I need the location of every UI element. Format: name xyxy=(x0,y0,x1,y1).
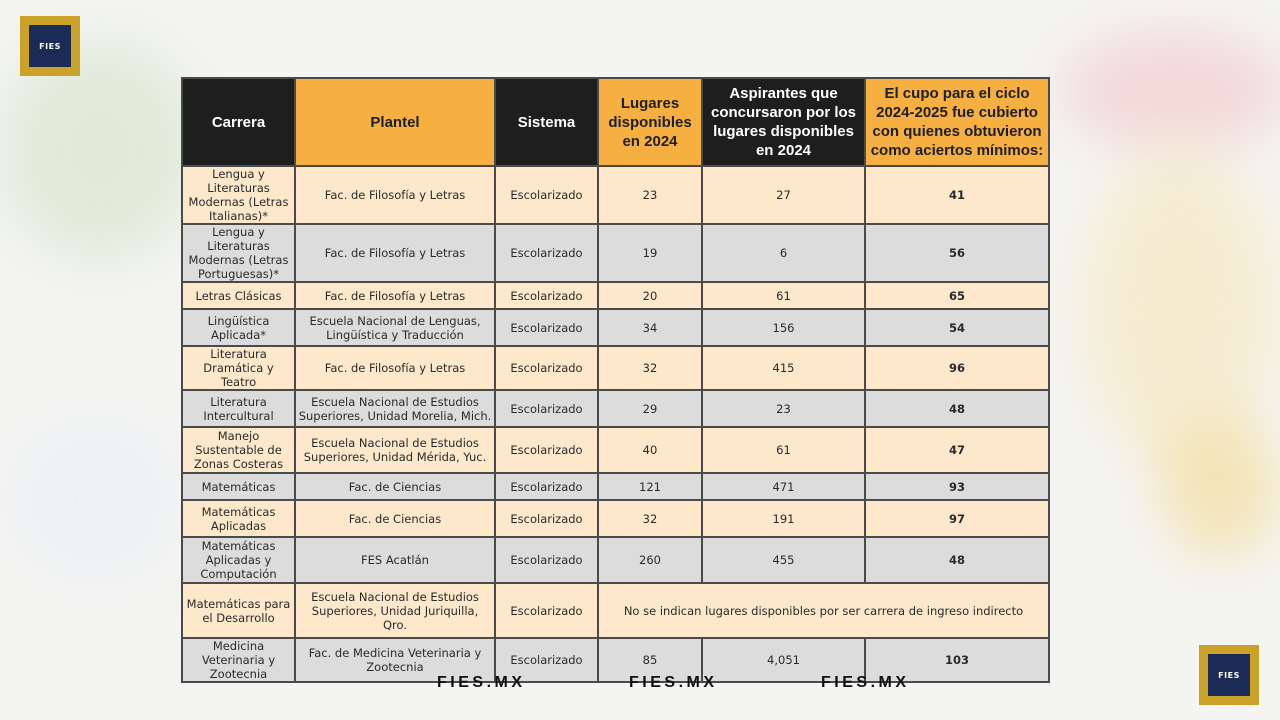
cell-carrera: Manejo Sustentable de Zonas Costeras xyxy=(182,427,295,473)
cell-sistema: Escolarizado xyxy=(495,224,598,282)
table-row xyxy=(182,346,1049,390)
table-row xyxy=(182,638,1049,682)
background-decoration xyxy=(1060,30,1280,150)
cell-plantel: Fac. de Medicina Veterinaria y Zootecnia xyxy=(295,638,495,682)
cell-aciertos: 48 xyxy=(865,537,1049,583)
fies-logo xyxy=(1199,645,1259,705)
cell-aciertos: 65 xyxy=(865,282,1049,309)
cell-lugares: 85 xyxy=(598,638,702,682)
table-row xyxy=(182,390,1049,427)
background-decoration xyxy=(10,420,180,580)
cell-plantel: Fac. de Filosofía y Letras xyxy=(295,282,495,309)
cell-aspirantes: 61 xyxy=(702,427,865,473)
footer-watermark: FIES.MX xyxy=(437,674,526,691)
cell-carrera: Matemáticas Aplicadas xyxy=(182,500,295,537)
table-header-row xyxy=(182,78,1049,166)
cell-aspirantes: 6 xyxy=(702,224,865,282)
cell-aciertos: 97 xyxy=(865,500,1049,537)
cell-lugares: 34 xyxy=(598,309,702,346)
cell-sistema: Escolarizado xyxy=(495,537,598,583)
cell-sistema: Escolarizado xyxy=(495,500,598,537)
cell-indirect-entry-note: No se indican lugares disponibles por ser carrera de ingreso indirecto xyxy=(598,583,1049,638)
cell-aciertos: 96 xyxy=(865,346,1049,390)
cell-plantel: Escuela Nacional de Estudios Superiores, Unidad Mérida, Yuc. xyxy=(295,427,495,473)
cell-plantel: Fac. de Filosofía y Letras xyxy=(295,166,495,224)
cell-aciertos: 47 xyxy=(865,427,1049,473)
cell-lugares: 32 xyxy=(598,346,702,390)
cell-carrera: Literatura Intercultural xyxy=(182,390,295,427)
cell-lugares: 23 xyxy=(598,166,702,224)
cell-aspirantes: 27 xyxy=(702,166,865,224)
cell-lugares: 121 xyxy=(598,473,702,500)
cell-carrera: Matemáticas para el Desarrollo xyxy=(182,583,295,638)
header-aciertos: El cupo para el ciclo 2024-2025 fue cubierto con quienes obtuvieron como aciertos mínimos: xyxy=(865,78,1049,166)
table-row xyxy=(182,537,1049,583)
table-row xyxy=(182,166,1049,224)
background-decoration xyxy=(1080,150,1280,470)
fies-logo xyxy=(20,16,80,76)
cell-plantel: Fac. de Filosofía y Letras xyxy=(295,346,495,390)
cell-aspirantes: 156 xyxy=(702,309,865,346)
cell-lugares: 29 xyxy=(598,390,702,427)
cell-aciertos: 56 xyxy=(865,224,1049,282)
cell-plantel: Escuela Nacional de Lenguas, Lingüística y Traducción xyxy=(295,309,495,346)
cell-carrera: Matemáticas Aplicadas y Computación xyxy=(182,537,295,583)
cell-carrera: Literatura Dramática y Teatro xyxy=(182,346,295,390)
cell-sistema: Escolarizado xyxy=(495,638,598,682)
cell-sistema: Escolarizado xyxy=(495,473,598,500)
table-row xyxy=(182,427,1049,473)
cell-carrera: Letras Clásicas xyxy=(182,282,295,309)
cell-carrera: Lengua y Literaturas Modernas (Letras Portuguesas)* xyxy=(182,224,295,282)
fies-logo-text: FIES xyxy=(29,25,71,67)
footer-watermark: FIES.MX xyxy=(629,674,718,691)
table-row xyxy=(182,224,1049,282)
cell-sistema: Escolarizado xyxy=(495,166,598,224)
cell-lugares: 40 xyxy=(598,427,702,473)
cell-lugares: 260 xyxy=(598,537,702,583)
cell-carrera: Medicina Veterinaria y Zootecnia xyxy=(182,638,295,682)
cell-carrera: Lengua y Literaturas Modernas (Letras Italianas)* xyxy=(182,166,295,224)
table-row xyxy=(182,500,1049,537)
cell-plantel: Fac. de Ciencias xyxy=(295,473,495,500)
cell-aciertos: 54 xyxy=(865,309,1049,346)
cell-aspirantes: 4,051 xyxy=(702,638,865,682)
cell-aspirantes: 61 xyxy=(702,282,865,309)
background-decoration xyxy=(1160,420,1280,560)
table-row xyxy=(182,282,1049,309)
cell-aciertos: 93 xyxy=(865,473,1049,500)
cell-aspirantes: 23 xyxy=(702,390,865,427)
cell-lugares: 32 xyxy=(598,500,702,537)
cell-sistema: Escolarizado xyxy=(495,282,598,309)
cell-plantel: Escuela Nacional de Estudios Superiores, Unidad Juriquilla, Qro. xyxy=(295,583,495,638)
cell-lugares: 20 xyxy=(598,282,702,309)
cell-aspirantes: 191 xyxy=(702,500,865,537)
footer-watermark: FIES.MX xyxy=(821,674,910,691)
cell-lugares: 19 xyxy=(598,224,702,282)
cell-aspirantes: 415 xyxy=(702,346,865,390)
cell-aciertos: 103 xyxy=(865,638,1049,682)
table-row xyxy=(182,583,1049,638)
cell-sistema: Escolarizado xyxy=(495,427,598,473)
cell-plantel: Escuela Nacional de Estudios Superiores, Unidad Morelia, Mich. xyxy=(295,390,495,427)
cell-sistema: Escolarizado xyxy=(495,309,598,346)
cell-plantel: Fac. de Ciencias xyxy=(295,500,495,537)
header-aspirantes: Aspirantes que concursaron por los lugares disponibles en 2024 xyxy=(702,78,865,166)
fies-logo-text: FIES xyxy=(1208,654,1250,696)
admission-table xyxy=(181,77,1050,683)
cell-plantel: Fac. de Filosofía y Letras xyxy=(295,224,495,282)
cell-aciertos: 41 xyxy=(865,166,1049,224)
table-row xyxy=(182,473,1049,500)
header-lugares: Lugares disponibles en 2024 xyxy=(598,78,702,166)
header-sistema: Sistema xyxy=(495,78,598,166)
cell-sistema: Escolarizado xyxy=(495,346,598,390)
cell-plantel: FES Acatlán xyxy=(295,537,495,583)
cell-aciertos: 48 xyxy=(865,390,1049,427)
cell-sistema: Escolarizado xyxy=(495,583,598,638)
header-carrera: Carrera xyxy=(182,78,295,166)
cell-carrera: Matemáticas xyxy=(182,473,295,500)
cell-aspirantes: 471 xyxy=(702,473,865,500)
cell-aspirantes: 455 xyxy=(702,537,865,583)
cell-carrera: Lingüística Aplicada* xyxy=(182,309,295,346)
table-row xyxy=(182,309,1049,346)
header-plantel: Plantel xyxy=(295,78,495,166)
cell-sistema: Escolarizado xyxy=(495,390,598,427)
